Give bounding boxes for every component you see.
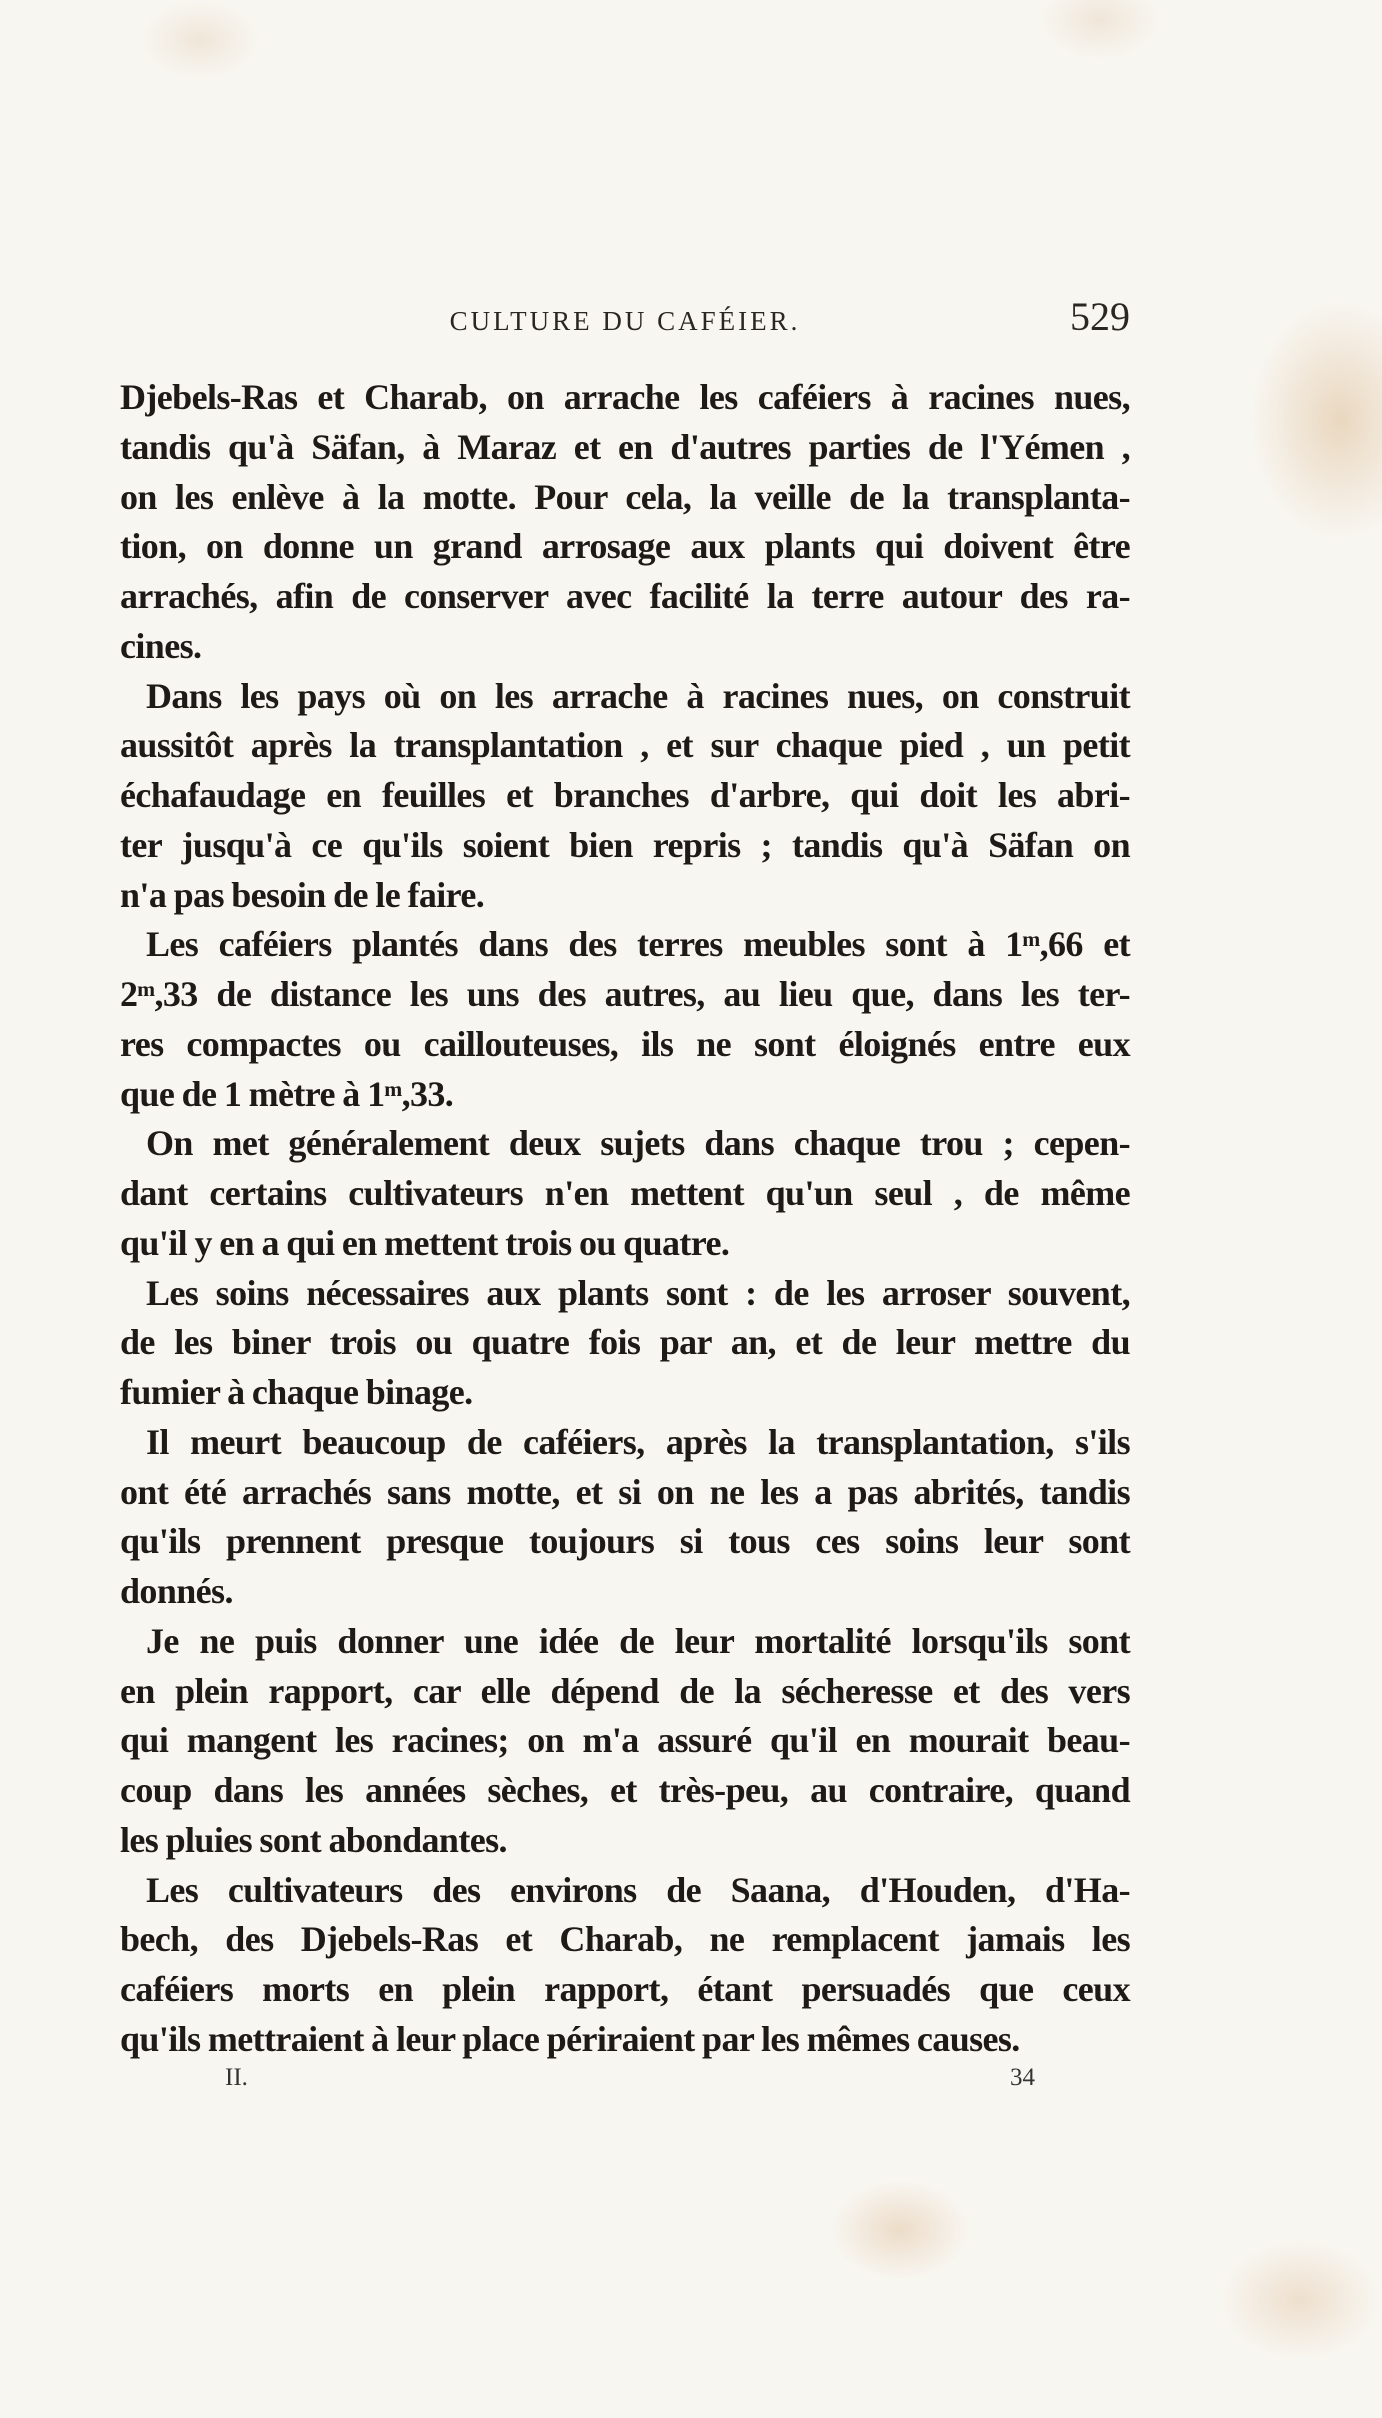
text-line [120,1418,1130,1468]
text-line-content: Je ne puis donner une idée de leur mortalité lorsqu'ils sont [146,1620,1130,1661]
text-line-content: Les cultivateurs des environs de Saana, d'Houden, d'Ha- [146,1869,1130,1910]
text-line-content: ont été arrachés sans motte, et si on ne les a pas abrités, tandis [120,1471,1130,1512]
text-line [120,1517,1130,1567]
text-line-content: de les biner trois ou quatre fois par an, et de leur mettre du [120,1322,1130,1363]
text-line-content: en plein rapport, car elle dépend de la sécheresse et des vers [120,1670,1130,1711]
text-line [120,1617,1130,1667]
text-line [120,1269,1130,1319]
text-line [120,1716,1130,1766]
text-line-content: 2ᵐ,33 de distance les uns des autres, au lieu que, dans les ter- [120,974,1130,1014]
text-line [120,1965,1130,2015]
text-line-content: qu'ils mettraient à leur place périraient par les mêmes causes. [120,2018,1020,2059]
text-line [120,1219,1130,1269]
text-line-content: res compactes ou caillouteuses, ils ne sont éloignés entre eux [120,1023,1130,1064]
text-line-content: qu'il y en a qui en mettent trois ou quatre. [120,1222,730,1263]
text-line [120,1915,1130,1965]
text-line [120,572,1130,622]
page-header [120,296,1130,346]
text-line-content: Les soins nécessaires aux plants sont : de les arroser souvent, [146,1272,1130,1313]
text-line [120,1766,1130,1816]
text-line-content: arrachés, afin de conserver avec facilité la terre autour des ra- [120,576,1130,616]
text-line-content: les pluies sont abondantes. [120,1819,507,1860]
text-line [120,1169,1130,1219]
text-line [120,622,1130,672]
text-line [120,1866,1130,1916]
text-line [120,1020,1130,1070]
paragraph [120,373,1130,672]
paragraph [120,1269,1130,1418]
sheet-number: 34 [1010,2064,1035,2091]
paragraph [120,920,1130,1119]
text-line [120,473,1130,523]
page-number: 529 [1070,294,1130,339]
text-line [120,1119,1130,1169]
text-line [120,423,1130,473]
text-line-content: Dans les pays où on les arrache à racines nues, on construit [146,675,1130,716]
text-line [120,721,1130,771]
running-title: CULTURE DU CAFÉIER. [449,306,801,336]
text-line [120,1468,1130,1518]
text-line-content: tandis qu'à Säfan, à Maraz et en d'autres parties de l'Yémen , [120,426,1130,467]
text-line [120,1567,1130,1617]
text-line-content: donnés. [120,1571,233,1611]
text-line [120,871,1130,921]
paragraph [120,1866,1130,2065]
text-line-content: ter jusqu'à ce qu'ils soient bien repris ; tandis qu'à Säfan on [120,824,1130,865]
text-line [120,821,1130,871]
paragraph [120,672,1130,921]
paragraph [120,1617,1130,1866]
text-line-content: on les enlève à la motte. Pour cela, la veille de la transplanta- [120,476,1130,517]
text-line-content: Il meurt beaucoup de caféiers, après la transplantation, s'ils [146,1421,1130,1462]
text-line-content: qui mangent les racines; on m'a assuré qu'il en mourait beau- [120,1720,1130,1761]
text-line [120,970,1130,1020]
text-line-content: n'a pas besoin de le faire. [120,874,485,915]
text-line-content: Djebels-Ras et Charab, on arrache les caféiers à racines nues, [120,377,1130,417]
text-line-content: fumier à chaque binage. [120,1372,473,1412]
text-line-content: Les caféiers plantés dans des terres meubles sont à 1ᵐ,66 et [146,924,1130,965]
text-line [120,1816,1130,1866]
text-line [120,1318,1130,1368]
text-line-content: échafaudage en feuilles et branches d'arbre, qui doit les abri- [120,775,1130,815]
text-line [120,672,1130,722]
text-line-content: On met généralement deux sujets dans chaque trou ; cepen- [146,1123,1130,1164]
text-line-content: dant certains cultivateurs n'en mettent qu'un seul , de même [120,1173,1130,1213]
text-line [120,373,1130,423]
text-line [120,522,1130,572]
text-line-content: tion, on donne un grand arrosage aux plants qui doivent être [120,526,1130,567]
text-line-content: aussitôt après la transplantation , et sur chaque pied , un petit [120,725,1130,766]
paragraph [120,1418,1130,1617]
text-line-content: bech, des Djebels-Ras et Charab, ne remplacent jamais les [120,1919,1130,1960]
text-line [120,1368,1130,1418]
text-line [120,1070,1130,1120]
text-line-content: cines. [120,625,202,666]
paragraph [120,1119,1130,1268]
text-line [120,1667,1130,1717]
page-body [120,373,1130,2065]
text-line-content: que de 1 mètre à 1ᵐ,33. [120,1073,454,1114]
page-footer [120,2058,1130,2098]
text-line [120,771,1130,821]
text-line-content: coup dans les années sèches, et très-peu, au contraire, quand [120,1770,1130,1810]
text-line-content: qu'ils prennent presque toujours si tous ces soins leur sont [120,1521,1130,1562]
signature-mark: II. [225,2064,248,2091]
text-line [120,920,1130,970]
text-line-content: caféiers morts en plein rapport, étant persuadés que ceux [120,1969,1130,2009]
